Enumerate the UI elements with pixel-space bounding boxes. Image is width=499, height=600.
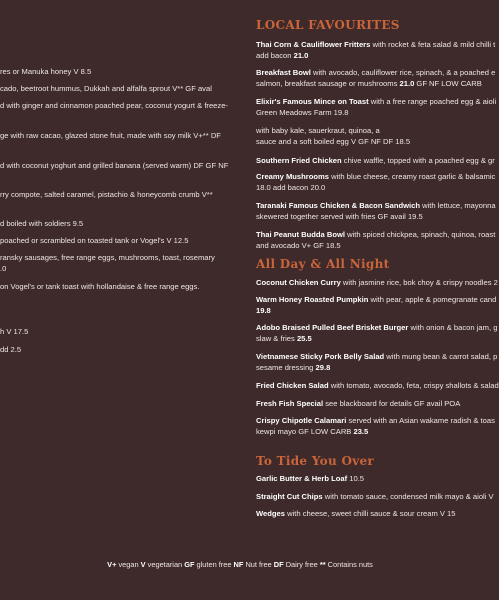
menu-item-line — [256, 68, 495, 78]
legend-code: ** — [319, 560, 326, 569]
menu-item-description: with cheese, sweet chilli sauce & sour cream V 15 — [284, 509, 456, 518]
menu-item-line — [256, 278, 498, 288]
left-line: h V 17.5 — [0, 327, 29, 336]
menu-item-name: Breakfast Bowl — [256, 68, 311, 77]
section-heading-local-favourites: LOCAL FAVOURITES — [256, 18, 400, 32]
menu-item-line — [256, 509, 456, 519]
menu-item-name: Crispy Chipotle Calamari — [256, 416, 347, 425]
menu-item-description: salmon, breakfast sausage or mushrooms — [256, 79, 400, 88]
menu-item-name: Creamy Mushrooms — [256, 172, 330, 181]
menu-item-line-2 — [256, 137, 410, 147]
menu-item-line-2 — [256, 334, 312, 344]
menu-item-description: and avocado V+ GF 18.5 — [256, 241, 341, 250]
legend-meaning: gluten free — [194, 560, 234, 569]
menu-item-description: sesame dressing — [256, 363, 316, 372]
left-line: dd 2.5 — [0, 345, 22, 354]
legend-code: DF — [273, 560, 284, 569]
menu-item-line — [256, 172, 495, 182]
menu-item-description: sauce and a soft boiled egg V GF NF DF 18.5 — [256, 137, 411, 146]
menu-item-description: with avocado, cauliflower rice, spinach, & a poached e — [310, 68, 496, 77]
menu-item-description: Green Meadows Farm 19.8 — [256, 108, 349, 117]
menu-item-price: 21.0 — [293, 51, 309, 60]
left-line: poached or scrambled on toasted tank or Vogel's V 12.5 — [0, 236, 189, 245]
menu-item-name: Thai Corn & Cauliflower Fritters — [256, 40, 371, 49]
menu-item-line — [256, 201, 496, 211]
menu-item-price: 23.5 — [353, 427, 369, 436]
menu-item-name: Straight Cut Chips — [256, 492, 323, 501]
menu-item-description: served with an Asian wakame radish & toas — [346, 416, 495, 425]
right-menu-column — [256, 0, 499, 600]
menu-item-line — [256, 352, 497, 362]
menu-item-description: with spiced chickpea, spinach, quinoa, roast — [345, 230, 496, 239]
menu-item-name: Fresh Fish Special — [256, 399, 324, 408]
menu-item-line — [256, 97, 496, 107]
menu-item-price: 19.8 — [256, 306, 271, 315]
legend-code: NF — [233, 560, 244, 569]
menu-item-description: slaw & fries — [256, 334, 297, 343]
menu-item-line — [256, 416, 495, 426]
menu-item-name: Fried Chicken Salad — [256, 381, 329, 390]
menu-item-line-2 — [256, 212, 423, 222]
left-line: cado, beetroot hummus, Dukkah and alfalfa sprout V** GF aval — [0, 84, 212, 93]
menu-item-name: Southern Fried Chicken — [256, 156, 342, 165]
menu-item-line — [256, 474, 364, 484]
legend-code: GF — [184, 560, 195, 569]
menu-item-name: Adobo Braised Pulled Beef Brisket Burger — [256, 323, 409, 332]
menu-item-line-2 — [256, 363, 330, 373]
menu-item-description: see blackboard for details GF avail POA — [323, 399, 461, 408]
menu-item-description: with jasmine rice, bok choy & crispy noodles 2 — [340, 278, 498, 287]
menu-item-line-2 — [256, 306, 271, 316]
menu-item-line-2 — [256, 79, 482, 89]
menu-item-description: with a free range poached egg & aioli — [368, 97, 497, 106]
left-line: d with coconut yoghurt and grilled banana (served warm) DF GF NF — [0, 161, 229, 170]
menu-item-line — [256, 381, 499, 391]
menu-item-description: add bacon — [256, 51, 294, 60]
menu-item-line — [256, 156, 495, 166]
left-line: d boiled with soldiers 9.5 — [0, 219, 84, 228]
left-line: res or Manuka honey V 8.5 — [0, 67, 92, 76]
menu-item-name: Vietnamese Sticky Pork Belly Salad — [256, 352, 385, 361]
menu-item-price: 25.5 — [296, 334, 312, 343]
menu-item-description: with mung bean & carrot salad, p — [384, 352, 498, 361]
menu-item-description: with tomato, avocado, feta, crispy shallots & salad — [328, 381, 499, 390]
menu-item-description: with blue cheese, creamy roast garlic & balsamic — [329, 172, 496, 181]
menu-item-line — [256, 492, 494, 502]
menu-item-description: with tomato sauce, condensed milk mayo & aioli V — [322, 492, 494, 501]
menu-item-description: skewered together served with fries GF avail 19.5 — [256, 212, 423, 221]
menu-item-line — [256, 295, 496, 305]
menu-item-line-2 — [256, 427, 368, 437]
menu-item-description: 10.5 — [347, 474, 365, 483]
legend-meaning: vegetarian — [145, 560, 185, 569]
legend-code: V+ — [107, 560, 117, 569]
menu-item-name: Thai Peanut Budda Bowl — [256, 230, 346, 239]
left-line: on Vogel's or tank toast with hollandaise & free range eggs. — [0, 282, 200, 291]
menu-item-name: Warm Honey Roasted Pumpkin — [256, 295, 369, 304]
left-line: d with ginger and cinnamon poached pear, coconut yogurt & freeze- — [0, 101, 228, 110]
menu-item-line — [256, 230, 495, 240]
menu-item-description: GF NF LOW CARB — [414, 79, 482, 88]
section-heading-all-day: All Day & All Night — [256, 257, 390, 271]
left-line: rry compote, salted caramel, pistachio & honeycomb crumb V** — [0, 190, 213, 199]
menu-item-name: Elixir's Famous Mince on Toast — [256, 97, 369, 106]
legend-code: V — [140, 560, 146, 569]
legend-meaning: Dairy free — [283, 560, 320, 569]
section-heading-to-tide: To Tide You Over — [256, 454, 375, 468]
menu-item-name: Taranaki Famous Chicken & Bacon Sandwich — [256, 201, 421, 210]
menu-item-description: kewpi mayo GF LOW CARB — [256, 427, 354, 436]
menu-item-description: 18.0 add bacon 20.0 — [256, 183, 326, 192]
legend-meaning: vegan — [116, 560, 141, 569]
menu-item-line-2 — [256, 51, 308, 61]
left-line: ransky sausages, free range eggs, mushrooms, toast, rosemary — [0, 253, 215, 262]
menu-item-line-2 — [256, 108, 348, 118]
left-line: ge with raw cacao, glazed stone fruit, made with soy milk V+** DF — [0, 131, 221, 140]
menu-item-description: with baby kale, sauerkraut, quinoa, a — [256, 126, 380, 135]
menu-item-line — [256, 126, 380, 136]
legend-meaning: Contains nuts — [325, 560, 373, 569]
menu-item-name: Coconut Chicken Curry — [256, 278, 341, 287]
menu-item-description: with rocket & feta salad & mild chilli t — [370, 40, 496, 49]
menu-item-price: 21.0 — [399, 79, 415, 88]
dietary-legend — [0, 560, 480, 569]
menu-item-name: Wedges — [256, 509, 285, 518]
menu-item-description: with pear, apple & pomegranate cand — [368, 295, 497, 304]
menu-item-line — [256, 40, 495, 50]
menu-item-name: Garlic Butter & Herb Loaf — [256, 474, 348, 483]
menu-item-line — [256, 399, 460, 409]
legend-meaning: Nut free — [243, 560, 274, 569]
menu-item-line — [256, 323, 497, 333]
menu-item-description: with lettuce, mayonna — [420, 201, 496, 210]
menu-item-price: 29.8 — [315, 363, 331, 372]
menu-item-description: with onion & bacon jam, g — [408, 323, 498, 332]
menu-item-line-2 — [256, 183, 325, 193]
menu-item-description: chive waffle, topped with a poached egg & gr — [341, 156, 495, 165]
left-line: .0 — [0, 264, 7, 273]
menu-item-line-2 — [256, 241, 341, 251]
